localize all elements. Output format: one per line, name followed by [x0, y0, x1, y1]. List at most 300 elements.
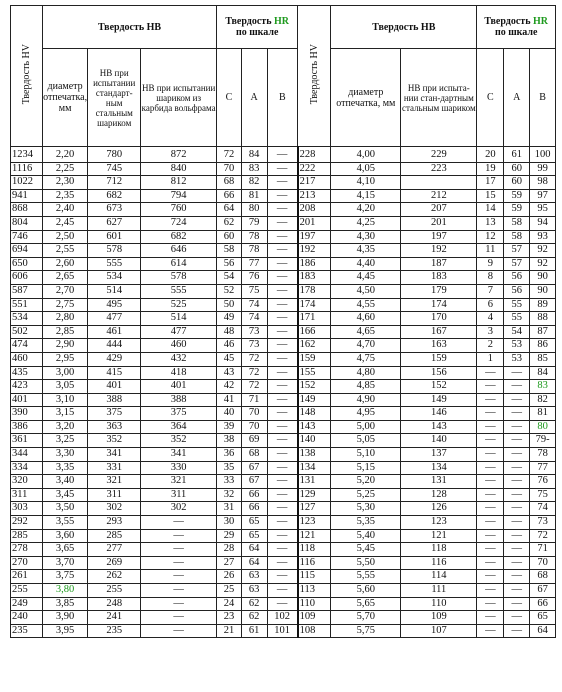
- hb-steel-right-cell: 128: [401, 488, 477, 502]
- hrc-left-cell: 28: [217, 543, 242, 557]
- hv-right-cell: 152: [298, 380, 331, 394]
- hrc-right-cell: —: [477, 380, 504, 394]
- diameter-left-cell: 2,25: [42, 162, 87, 176]
- hv-left-cell: 1116: [11, 162, 43, 176]
- hb-carbide-cell: —: [141, 611, 217, 625]
- diameter-left-cell: 3,15: [42, 407, 87, 421]
- hrb-right-cell: 89: [530, 298, 556, 312]
- hb-steel-left-cell: 601: [88, 230, 141, 244]
- hrb-left-cell: —: [267, 366, 298, 380]
- hrb-left-cell: 102: [267, 611, 298, 625]
- hra-right-cell: 57: [504, 244, 530, 258]
- hv-left-cell: 334: [11, 461, 43, 475]
- diameter-right-cell: 5,10: [331, 448, 401, 462]
- hra-left-cell: 66: [241, 502, 267, 516]
- hra-right-cell: —: [504, 407, 530, 421]
- hb-carbide-cell: 432: [141, 352, 217, 366]
- hb-carbide-cell: 330: [141, 461, 217, 475]
- hra-left-cell: 69: [241, 434, 267, 448]
- hrb-left-cell: —: [267, 216, 298, 230]
- hrb-left-cell: —: [267, 516, 298, 530]
- hrc-right-cell: 11: [477, 244, 504, 258]
- diameter-left-cell: 2,75: [42, 298, 87, 312]
- hrb-right-cell: 84: [530, 366, 556, 380]
- diameter-left-cell: 2,80: [42, 312, 87, 326]
- diameter-right-cell: 4,60: [331, 312, 401, 326]
- hrc-left-cell: 70: [217, 162, 242, 176]
- hrc-left-cell: 36: [217, 448, 242, 462]
- scale-a-left-header: A: [241, 49, 267, 147]
- hv-left-cell: 460: [11, 352, 43, 366]
- hra-right-cell: 57: [504, 257, 530, 271]
- diameter-right-cell: 4,65: [331, 325, 401, 339]
- hra-right-cell: —: [504, 366, 530, 380]
- hrc-right-cell: 6: [477, 298, 504, 312]
- diameter-right-cell: 4,75: [331, 352, 401, 366]
- hrb-left-cell: —: [267, 393, 298, 407]
- hv-right-header-text: Твердость HV: [308, 44, 320, 105]
- hra-left-cell: 74: [241, 312, 267, 326]
- hrc-left-cell: 27: [217, 556, 242, 570]
- hb-steel-left-cell: 293: [88, 516, 141, 530]
- hv-left-cell: 278: [11, 543, 43, 557]
- table-row: [11, 393, 556, 407]
- hrb-left-cell: —: [267, 529, 298, 543]
- hra-left-cell: 73: [241, 339, 267, 353]
- hra-left-cell: 76: [241, 271, 267, 285]
- hrb-left-cell: —: [267, 339, 298, 353]
- hrb-left-cell: —: [267, 325, 298, 339]
- table-row: [11, 176, 556, 190]
- hv-left-header-text: Твердость HV: [20, 44, 32, 105]
- hb-carbide-cell: 794: [141, 189, 217, 203]
- diameter-left-cell: 3,20: [42, 420, 87, 434]
- hb-steel-right-cell: 149: [401, 393, 477, 407]
- diameter-left-cell: 2,50: [42, 230, 87, 244]
- diameter-left-cell: 3,60: [42, 529, 87, 543]
- hrb-right-cell: 77: [530, 461, 556, 475]
- hb-steel-left-cell: 285: [88, 529, 141, 543]
- diameter-right-cell: 4,55: [331, 298, 401, 312]
- hrc-right-cell: 15: [477, 189, 504, 203]
- hb-left-header: Твердость HB: [42, 6, 216, 49]
- hrb-right-cell: 94: [530, 216, 556, 230]
- hra-left-cell: 72: [241, 352, 267, 366]
- hb-steel-left-cell: 514: [88, 284, 141, 298]
- hrc-left-cell: 33: [217, 475, 242, 489]
- hv-right-cell: 162: [298, 339, 331, 353]
- diameter-right-cell: 5,60: [331, 584, 401, 598]
- hv-right-cell: 197: [298, 230, 331, 244]
- hb-carbide-cell: 375: [141, 407, 217, 421]
- table-row: [11, 611, 556, 625]
- hb-carbide-cell: 578: [141, 271, 217, 285]
- diameter-left-cell: 3,05: [42, 380, 87, 394]
- hra-left-cell: 63: [241, 570, 267, 584]
- hrc-left-cell: 58: [217, 244, 242, 258]
- hb-steel-left-cell: 745: [88, 162, 141, 176]
- hra-right-cell: 61: [504, 147, 530, 163]
- diameter-left-cell: 3,95: [42, 624, 87, 638]
- table-row: [11, 203, 556, 217]
- hb-carbide-cell: 682: [141, 230, 217, 244]
- table-row: [11, 624, 556, 638]
- hv-left-cell: 235: [11, 624, 43, 638]
- hrb-left-cell: —: [267, 461, 298, 475]
- hv-right-cell: 166: [298, 325, 331, 339]
- table-row: [11, 312, 556, 326]
- hrc-right-cell: —: [477, 624, 504, 638]
- hra-right-cell: 60: [504, 162, 530, 176]
- hb-steel-left-cell: 415: [88, 366, 141, 380]
- hb-carbide-cell: —: [141, 624, 217, 638]
- hb-steel-left-cell: 578: [88, 244, 141, 258]
- hrb-right-cell: 98: [530, 176, 556, 190]
- hv-left-cell: 650: [11, 257, 43, 271]
- hb-steel-left-cell: 248: [88, 597, 141, 611]
- hrc-right-cell: 2: [477, 339, 504, 353]
- hra-right-cell: 56: [504, 271, 530, 285]
- hv-left-cell: 261: [11, 570, 43, 584]
- hrc-left-cell: 24: [217, 597, 242, 611]
- hra-right-cell: —: [504, 529, 530, 543]
- diameter-right-cell: 5,30: [331, 502, 401, 516]
- hra-left-cell: 67: [241, 475, 267, 489]
- hb-carbide-cell: —: [141, 570, 217, 584]
- hrc-right-cell: —: [477, 570, 504, 584]
- hb-steel-left-cell: 401: [88, 380, 141, 394]
- hv-right-cell: 143: [298, 420, 331, 434]
- hb-carbide-cell: 341: [141, 448, 217, 462]
- hrb-left-cell: —: [267, 380, 298, 394]
- hrc-left-cell: 41: [217, 393, 242, 407]
- diameter-left-cell: 3,80: [42, 584, 87, 598]
- hrc-left-cell: 52: [217, 284, 242, 298]
- hra-left-cell: 63: [241, 584, 267, 598]
- hra-right-cell: 58: [504, 230, 530, 244]
- hb-steel-right-cell: 109: [401, 611, 477, 625]
- hv-left-cell: 311: [11, 488, 43, 502]
- hra-right-cell: —: [504, 597, 530, 611]
- hrb-left-cell: —: [267, 230, 298, 244]
- hv-right-cell: 208: [298, 203, 331, 217]
- diameter-right-cell: 5,50: [331, 556, 401, 570]
- hra-right-cell: 58: [504, 216, 530, 230]
- hb-carbide-cell: 614: [141, 257, 217, 271]
- hv-left-cell: 320: [11, 475, 43, 489]
- hra-left-cell: 61: [241, 624, 267, 638]
- hv-right-cell: 149: [298, 393, 331, 407]
- hv-left-cell: 474: [11, 339, 43, 353]
- hb-steel-right-cell: 111: [401, 584, 477, 598]
- table-row: [11, 257, 556, 271]
- hv-left-cell: 941: [11, 189, 43, 203]
- hrc-left-cell: 31: [217, 502, 242, 516]
- hv-left-cell: 240: [11, 611, 43, 625]
- hb-steel-left-cell: 712: [88, 176, 141, 190]
- hv-right-cell: 121: [298, 529, 331, 543]
- diameter-right-cell: 5,75: [331, 624, 401, 638]
- hra-right-cell: —: [504, 488, 530, 502]
- hb-steel-right-cell: 110: [401, 597, 477, 611]
- hv-left-header: [11, 6, 43, 147]
- hv-right-cell: 118: [298, 543, 331, 557]
- diameter-left-cell: 3,25: [42, 434, 87, 448]
- hrc-left-cell: 43: [217, 366, 242, 380]
- hv-right-cell: 108: [298, 624, 331, 638]
- diameter-right-cell: 5,15: [331, 461, 401, 475]
- hra-right-cell: —: [504, 420, 530, 434]
- hrc-left-cell: 30: [217, 516, 242, 530]
- hv-right-cell: 123: [298, 516, 331, 530]
- diameter-right-cell: 5,00: [331, 420, 401, 434]
- hv-left-cell: 534: [11, 312, 43, 326]
- hb-carbide-cell: 555: [141, 284, 217, 298]
- hrc-right-cell: —: [477, 407, 504, 421]
- diameter-left-cell: 2,70: [42, 284, 87, 298]
- diameter-left-cell: 3,90: [42, 611, 87, 625]
- hb-steel-left-cell: 388: [88, 393, 141, 407]
- hrb-right-cell: 86: [530, 339, 556, 353]
- hb-steel-left-cell: 555: [88, 257, 141, 271]
- hb-steel-right-cell: 212: [401, 189, 477, 203]
- hrb-right-cell: 73: [530, 516, 556, 530]
- hv-right-cell: 129: [298, 488, 331, 502]
- hra-right-cell: 59: [504, 203, 530, 217]
- hv-left-cell: 423: [11, 380, 43, 394]
- diameter-left-cell: 3,65: [42, 543, 87, 557]
- table-row: [11, 380, 556, 394]
- hr-right-prefix: Твердость: [484, 16, 533, 27]
- diameter-right-cell: 5,65: [331, 597, 401, 611]
- hv-left-cell: 401: [11, 393, 43, 407]
- hrc-right-cell: 7: [477, 284, 504, 298]
- hb-carbide-cell: 352: [141, 434, 217, 448]
- hrb-right-cell: 95: [530, 203, 556, 217]
- hra-right-cell: —: [504, 393, 530, 407]
- hra-left-cell: 78: [241, 244, 267, 258]
- diameter-right-cell: 4,80: [331, 366, 401, 380]
- hrb-left-cell: —: [267, 298, 298, 312]
- hv-left-cell: 606: [11, 271, 43, 285]
- hra-left-cell: 62: [241, 611, 267, 625]
- diameter-right-cell: 5,20: [331, 475, 401, 489]
- hra-left-cell: 64: [241, 543, 267, 557]
- hb-steel-left-cell: 277: [88, 543, 141, 557]
- hb-steel-left-cell: 673: [88, 203, 141, 217]
- hrb-left-cell: —: [267, 162, 298, 176]
- hv-left-cell: 868: [11, 203, 43, 217]
- hra-left-cell: 62: [241, 597, 267, 611]
- hrc-right-cell: 19: [477, 162, 504, 176]
- hv-right-cell: 201: [298, 216, 331, 230]
- diameter-left-header: диаметр отпечатка, мм: [42, 49, 87, 147]
- table-header: [11, 6, 556, 147]
- diameter-right-cell: 4,05: [331, 162, 401, 176]
- hra-left-cell: 82: [241, 176, 267, 190]
- hrb-right-cell: 90: [530, 271, 556, 285]
- hra-right-cell: —: [504, 516, 530, 530]
- hrb-left-cell: —: [267, 407, 298, 421]
- diameter-right-cell: 5,45: [331, 543, 401, 557]
- hb-carbide-cell: —: [141, 597, 217, 611]
- hv-left-cell: 303: [11, 502, 43, 516]
- hra-left-cell: 68: [241, 448, 267, 462]
- diameter-left-cell: 3,40: [42, 475, 87, 489]
- hb-carbide-cell: —: [141, 543, 217, 557]
- hrc-right-cell: —: [477, 611, 504, 625]
- hrb-right-cell: 71: [530, 543, 556, 557]
- hb-steel-right-cell: 134: [401, 461, 477, 475]
- hv-right-cell: 213: [298, 189, 331, 203]
- hb-steel-left-cell: 269: [88, 556, 141, 570]
- hra-left-cell: 65: [241, 529, 267, 543]
- hb-steel-left-cell: 352: [88, 434, 141, 448]
- hb-carbide-cell: 388: [141, 393, 217, 407]
- hrc-left-cell: 60: [217, 230, 242, 244]
- hrc-left-cell: 32: [217, 488, 242, 502]
- hrc-left-cell: 21: [217, 624, 242, 638]
- diameter-left-cell: 2,45: [42, 216, 87, 230]
- hb-carbide-cell: 872: [141, 147, 217, 163]
- hr-right-header: [477, 6, 556, 49]
- hb-steel-right-cell: 118: [401, 543, 477, 557]
- table-row: [11, 597, 556, 611]
- hrb-left-cell: —: [267, 448, 298, 462]
- diameter-right-cell: 5,55: [331, 570, 401, 584]
- hb-steel-left-cell: 477: [88, 312, 141, 326]
- table-row: [11, 216, 556, 230]
- hrc-right-cell: —: [477, 556, 504, 570]
- hb-steel-left-cell: 429: [88, 352, 141, 366]
- hb-carbide-cell: 760: [141, 203, 217, 217]
- hrc-right-cell: 13: [477, 216, 504, 230]
- hrc-right-cell: —: [477, 516, 504, 530]
- table-row: [11, 189, 556, 203]
- hrc-right-cell: —: [477, 529, 504, 543]
- hb-steel-left-cell: 262: [88, 570, 141, 584]
- hrc-right-cell: —: [477, 502, 504, 516]
- hb-steel-right-cell: 123: [401, 516, 477, 530]
- diameter-left-cell: 2,95: [42, 352, 87, 366]
- hb-carbide-cell: 477: [141, 325, 217, 339]
- hra-left-cell: 72: [241, 366, 267, 380]
- table-row: [11, 366, 556, 380]
- table-row: [11, 325, 556, 339]
- diameter-left-cell: 3,75: [42, 570, 87, 584]
- hra-right-cell: —: [504, 543, 530, 557]
- hb-steel-left-cell: 461: [88, 325, 141, 339]
- hb-carbide-cell: 646: [141, 244, 217, 258]
- hrc-right-cell: —: [477, 543, 504, 557]
- hv-right-cell: 134: [298, 461, 331, 475]
- hb-steel-right-cell: 137: [401, 448, 477, 462]
- hrb-right-cell: 82: [530, 393, 556, 407]
- hb-carbide-cell: 460: [141, 339, 217, 353]
- hrb-right-cell: 83: [530, 380, 556, 394]
- table-row: [11, 475, 556, 489]
- hrc-left-cell: 40: [217, 407, 242, 421]
- diameter-right-cell: 4,95: [331, 407, 401, 421]
- hb-steel-left-cell: 255: [88, 584, 141, 598]
- table-row: [11, 502, 556, 516]
- hrb-right-cell: 70: [530, 556, 556, 570]
- hrb-right-cell: 67: [530, 584, 556, 598]
- diameter-left-cell: 2,55: [42, 244, 87, 258]
- diameter-left-cell: 2,85: [42, 325, 87, 339]
- hrc-right-cell: —: [477, 393, 504, 407]
- hb-steel-left-header: HB при испытании стандарт-ным стальным шариком: [88, 49, 141, 147]
- hb-steel-right-cell: [401, 176, 477, 190]
- diameter-right-cell: 4,90: [331, 393, 401, 407]
- hb-steel-left-cell: 682: [88, 189, 141, 203]
- hb-steel-right-cell: 126: [401, 502, 477, 516]
- hrb-right-cell: 85: [530, 352, 556, 366]
- hrb-left-cell: —: [267, 475, 298, 489]
- hb-steel-left-cell: 331: [88, 461, 141, 475]
- diameter-left-cell: 3,45: [42, 488, 87, 502]
- hv-left-cell: 344: [11, 448, 43, 462]
- hb-carbide-cell: 525: [141, 298, 217, 312]
- hrb-right-cell: 72: [530, 529, 556, 543]
- hrb-right-cell: 97: [530, 189, 556, 203]
- hrb-right-cell: 100: [530, 147, 556, 163]
- hrc-right-cell: —: [477, 420, 504, 434]
- hb-steel-left-cell: 495: [88, 298, 141, 312]
- hrc-right-cell: 4: [477, 312, 504, 326]
- hrb-right-cell: 78: [530, 448, 556, 462]
- diameter-left-cell: 3,30: [42, 448, 87, 462]
- hb-steel-right-cell: 201: [401, 216, 477, 230]
- hv-right-cell: 109: [298, 611, 331, 625]
- diameter-left-cell: 3,85: [42, 597, 87, 611]
- hrb-left-cell: —: [267, 312, 298, 326]
- hrb-left-cell: —: [267, 147, 298, 163]
- hrc-left-cell: 72: [217, 147, 242, 163]
- table-row: [11, 407, 556, 421]
- diameter-right-cell: 4,45: [331, 271, 401, 285]
- hb-steel-right-cell: 114: [401, 570, 477, 584]
- hra-left-cell: 65: [241, 516, 267, 530]
- hrb-right-cell: 93: [530, 230, 556, 244]
- hra-left-cell: 64: [241, 556, 267, 570]
- diameter-left-cell: 2,30: [42, 176, 87, 190]
- hv-left-cell: 292: [11, 516, 43, 530]
- hb-carbide-cell: —: [141, 584, 217, 598]
- hrb-left-cell: —: [267, 271, 298, 285]
- table-row: [11, 298, 556, 312]
- hra-right-cell: —: [504, 611, 530, 625]
- table-row: [11, 584, 556, 598]
- hb-carbide-cell: —: [141, 556, 217, 570]
- hrb-right-cell: 92: [530, 257, 556, 271]
- diameter-left-cell: 3,50: [42, 502, 87, 516]
- hv-right-cell: 217: [298, 176, 331, 190]
- diameter-right-cell: 4,30: [331, 230, 401, 244]
- hv-right-cell: 171: [298, 312, 331, 326]
- table-row: [11, 162, 556, 176]
- diameter-right-cell: 5,05: [331, 434, 401, 448]
- hv-left-cell: 255: [11, 584, 43, 598]
- diameter-left-cell: 2,20: [42, 147, 87, 163]
- hrc-right-cell: 9: [477, 257, 504, 271]
- diameter-right-cell: 4,10: [331, 176, 401, 190]
- hrb-right-cell: 92: [530, 244, 556, 258]
- hra-left-cell: 83: [241, 162, 267, 176]
- hrb-left-cell: —: [267, 488, 298, 502]
- diameter-left-cell: 2,65: [42, 271, 87, 285]
- table-row: [11, 570, 556, 584]
